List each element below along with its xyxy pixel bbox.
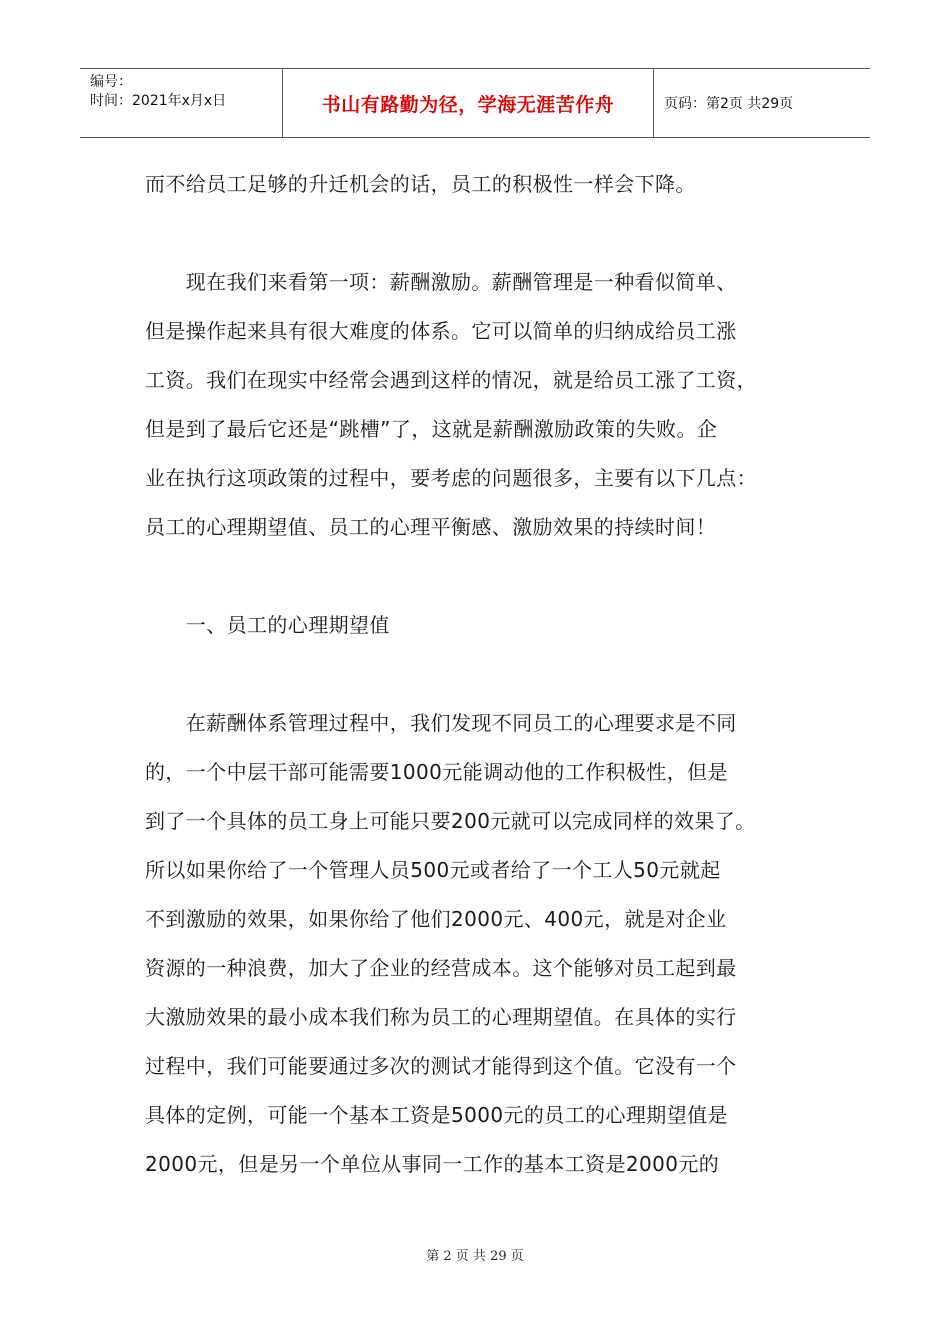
header-page-info: 页码：第2页 共29页 [664,96,794,112]
section-heading: 一、员工的心理期望值 [145,613,390,637]
body-line: 但是操作起来具有很大难度的体系。它可以简单的归纳成给员工涨 [145,319,737,343]
body-line: 大激励效果的最小成本我们称为员工的心理期望值。在具体的实行 [145,1005,737,1029]
paragraph-gap [145,209,810,258]
body-line: 工资。我们在现实中经常会遇到这样的情况，就是给员工涨了工资， [145,368,757,392]
document-body [145,160,810,1189]
header-motto: 书山有路勤为径，学海无涯苦作舟 [283,69,654,137]
body-line: 在薪酬体系管理过程中，我们发现不同员工的心理要求是不同 [145,711,737,735]
page-footer: 第 2 页 共 29 页 [426,1249,524,1264]
body-line: 不到激励的效果，如果你给了他们2000元、400元，就是对企业 [145,907,727,931]
body-line: 业在执行这项政策的过程中，要考虑的问题很多，主要有以下几点： [145,466,757,490]
page-header [80,68,870,138]
paragraph-gap [145,552,810,601]
document-date: 时间：2021年x月x日 [90,93,227,109]
body-line: 但是到了最后它还是“跳槽”了，这就是薪酬激励政策的失败。企 [145,417,718,441]
body-line: 现在我们来看第一项：薪酬激励。薪酬管理是一种看似简单、 [145,270,737,294]
body-line: 而不给员工足够的升迁机会的话，员工的积极性一样会下降。 [145,172,696,196]
body-line: 过程中，我们可能要通过多次的测试才能得到这个值。它没有一个 [145,1054,737,1078]
body-line: 的，一个中层干部可能需要1000元能调动他的工作积极性，但是 [145,760,728,784]
header-meta [80,69,283,137]
body-line: 资源的一种浪费，加大了企业的经营成本。这个能够对员工起到最 [145,956,737,980]
document-number-label: 编号： [90,74,132,90]
body-line: 2000元，但是另一个单位从事同一工作的基本工资是2000元的 [145,1152,720,1176]
paragraph-gap [145,650,810,699]
body-line: 所以如果你给了一个管理人员500元或者给了一个工人50元就起 [145,858,721,882]
body-line: 员工的心理期望值、员工的心理平衡感、激励效果的持续时间！ [145,515,717,539]
body-line: 到了一个具体的员工身上可能只要200元就可以完成同样的效果了。 [145,809,756,833]
body-line: 具体的定例，可能一个基本工资是5000元的员工的心理期望值是 [145,1103,728,1127]
